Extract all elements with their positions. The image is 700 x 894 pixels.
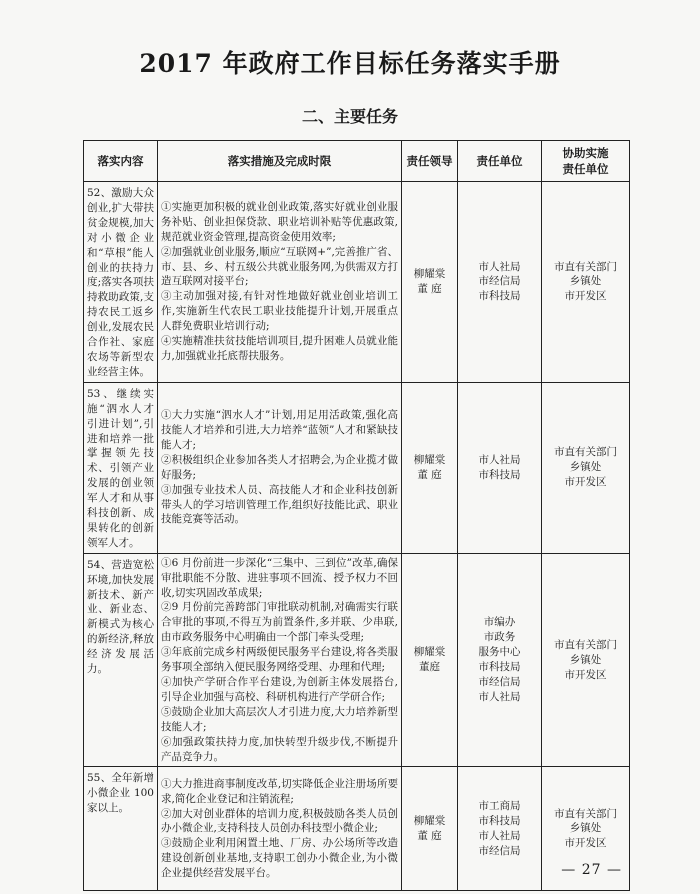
task-table [83,140,630,891]
row-assist [542,382,630,553]
row-content: 55、全年新增小微企业 100 家以上。 [84,767,158,891]
assist-unit: 市开发区 [564,290,607,303]
table-row [84,382,630,553]
assist-unit: 市直有关部门 [554,807,617,820]
measure-item: ④加快产学研合作平台建设,为创新主体发展搭台,引导企业加强与高校、科研机构进行产学研合作; [161,676,398,703]
row-units [458,182,542,383]
row-content: 52、激励大众创业,扩大带扶贫金规模,加大对小微企业和“草根”能人创业的扶持力度;落实各项扶持救助政策,支持农民工返乡创业,发展农民合作社、家庭农场等新型农业经营主体。 [84,182,158,383]
measure-item: ③主动加强对接,有针对性地做好就业创业培训工作,实施新生代农民工职业技能提升计划,开展重点人群免费职业培训行动; [161,290,398,333]
unit-name: 市编办 [483,616,516,629]
leader-name: 董庭 [419,661,440,674]
unit-name: 市科技局 [478,468,521,481]
measure-item: ②积极组织企业参加各类人才招聘会,为企业揽才做好服务; [161,453,398,481]
header-unit: 责任单位 [458,141,542,182]
measure-item: ②加大对创业群体的培训力度,积极鼓励各类人员创办小微企业,支持科技人员创办科技型小微企业; [161,807,398,835]
unit-name: 市经信局 [478,676,521,688]
row-assist [542,182,630,383]
header-assist [542,141,630,182]
header-leader: 责任领导 [402,141,458,182]
unit-name: 市人社局 [478,690,521,703]
row-content: 54、营造宽松环境,加快发展新技术、新产业、新业态、新模式为核心的新经济,释放经济发展活力。 [84,553,158,767]
unit-name: 服务中心 [478,646,521,659]
unit-name: 市科技局 [478,290,521,303]
unit-name: 市科技局 [478,661,521,674]
table-row [84,553,630,767]
leader-name: 柳耀棠 [413,453,446,466]
row-units [458,767,542,891]
row-assist [542,553,630,767]
row-measures [158,553,402,767]
unit-name: 市人社局 [478,453,521,466]
unit-name: 市科技局 [478,815,521,828]
measure-item: ③年底前完成乡村两级便民服务平台建设,将各类服务事项全部纳入便民服务网络受理、办理和代理; [161,646,398,674]
assist-unit: 乡镇处 [569,822,602,835]
row-measures [158,182,402,383]
row-leaders [402,182,458,383]
header-measures: 落实措施及完成时限 [158,141,402,182]
assist-unit: 市直有关部门 [554,638,617,651]
row-content: 53、继续实施“泗水人才引进计划”,引进和培养一批掌握领先技术、引领产业发展的创业领军人才和从事科技创新、成果转化的创新领军人才。 [84,382,158,553]
section-heading: 二、主要任务 [301,107,398,126]
measure-item: ④实施精准扶贫技能培训项目,提升困难人员就业能力,加强就业托底帮扶服务。 [161,335,398,362]
row-leaders [402,767,458,891]
leader-name: 柳耀棠 [413,646,446,659]
measure-item: ①大力实施“泗水人才”计划,用足用活政策,强化高技能人才培养和引进,大力培养“蓝领”人才和紧缺技能人才; [161,409,398,451]
row-leaders [402,553,458,767]
leader-name: 柳耀棠 [413,815,446,828]
row-units [458,553,542,767]
leader-name: 柳耀棠 [413,267,446,280]
measure-item: ②9 月份前完善跨部门审批联动机制,对确需实行联合审批的事项,不得互为前置条件,多并联、少串联,由市政务服务中心明确由一个部门牵头受理; [161,601,398,644]
unit-name: 市经信局 [478,844,521,857]
page-number: — 27 — [561,862,622,878]
table-row [84,182,630,383]
unit-name: 市政务 [483,631,516,644]
assist-unit: 市开发区 [564,476,607,489]
leader-name: 董 庭 [417,468,442,481]
row-measures [158,767,402,891]
unit-name: 市工商局 [478,800,521,813]
page-title: 2017 年政府工作目标任务落实手册 [139,49,561,78]
measure-item: ①6 月份前进一步深化“三集中、三到位”改革,确保审批职能不分散、进驻事项不回流、授予权力不回收,切实巩固改革成果; [161,556,398,599]
unit-name: 市人社局 [478,829,521,842]
header-assist-line1: 协助实施 [562,145,609,160]
table-header-row [84,141,630,182]
assist-unit: 市开发区 [564,837,607,850]
unit-name: 市经信局 [478,275,521,288]
leader-name: 董 庭 [417,282,442,295]
row-units [458,382,542,553]
row-measures [158,382,402,553]
row-leaders [402,382,458,553]
assist-unit: 市直有关部门 [554,260,617,273]
measure-item: ②加强就业创业服务,顺应“互联网+”,完善推广省、市、县、乡、村五级公共就业服务网,为供需双方打造互联网对接平台; [161,245,398,288]
assist-unit: 市开发区 [564,668,607,681]
measure-item: ③鼓励企业利用闲置土地、厂房、办公场所等改造建设创新创业基地,支持职工创办小微企业,为小微企业提供经营发展平台。 [161,837,398,880]
leader-name: 董 庭 [417,829,442,842]
measure-item: ⑥加强政策扶持力度,加快转型升级步伐,不断提升产品竞争力。 [161,735,398,763]
measure-item: ①实施更加积极的就业创业政策,落实好就业创业服务补贴、创业担保贷款、职业培训补贴等优惠政策,规范就业资金管理,提高资金使用效率; [161,200,398,243]
unit-name: 市人社局 [478,260,521,273]
assist-unit: 市直有关部门 [554,446,617,459]
measure-item: ①大力推进商事制度改革,切实降低企业注册场所要求,简化企业登记和注销流程; [161,777,398,805]
assist-unit: 乡镇处 [569,653,602,666]
table-row [84,767,630,891]
assist-unit: 乡镇处 [569,461,602,474]
header-content: 落实内容 [84,141,158,182]
assist-unit: 乡镇处 [569,275,602,288]
measure-item: ⑤鼓励企业加大高层次人才引进力度,大力培养新型技能人才; [161,705,398,733]
measure-item: ③加强专业技术人员、高技能人才和企业科技创新带头人的学习培训管理工作,组织好技能比武、职业技能竞赛等活动。 [161,483,398,526]
header-assist-line2: 责任单位 [562,162,609,176]
